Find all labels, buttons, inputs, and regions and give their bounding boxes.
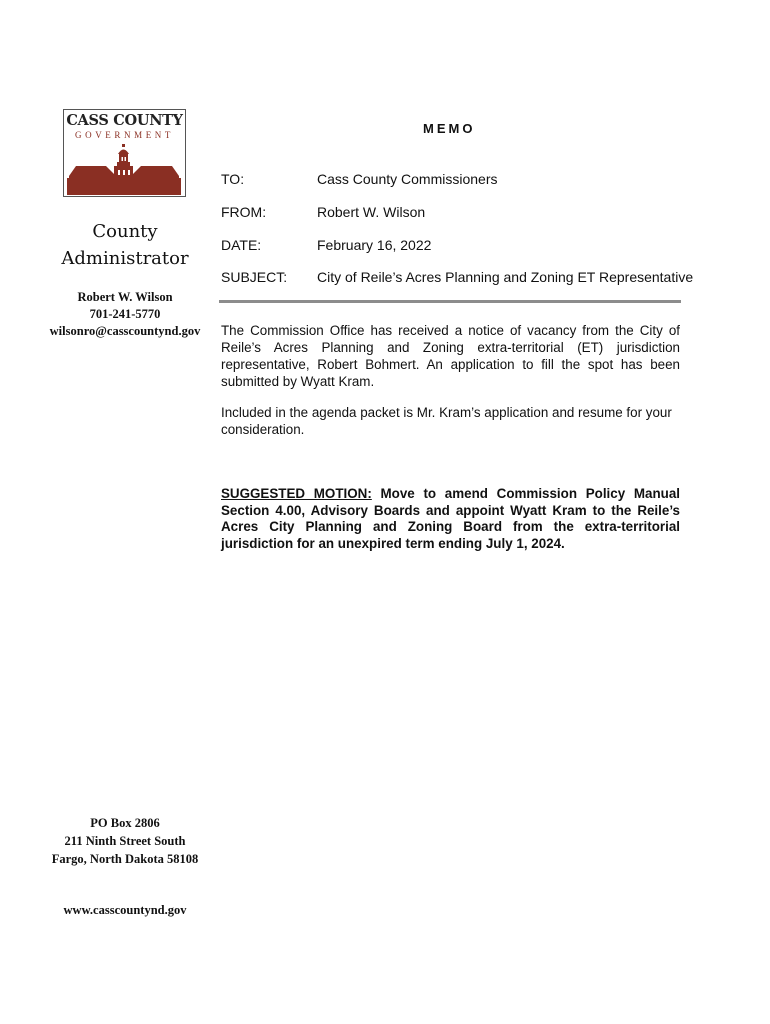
contact-phone: 701-241-5770 <box>89 307 161 321</box>
body-paragraph-agenda: Included in the agenda packet is Mr. Kram’s application and resume for your consideration. <box>221 405 672 437</box>
memo-from-value: Robert W. Wilson <box>317 204 426 220</box>
memo-date-value: February 16, 2022 <box>317 237 432 253</box>
suggested-motion-label: SUGGESTED MOTION: <box>221 486 372 501</box>
suggested-motion-text: Move to amend Commission Policy Manual Section 4.00, Advisory Boards and appoint Wyatt Kram to the Reile’s Acres City Planning and Zoning Board from the extra-territorial jurisdiction for an unexpired term ending July 1, 2024. <box>221 486 680 551</box>
memo-subject-value: City of Reile’s Acres Planning and Zoning ET Representative <box>317 269 694 285</box>
courthouse-icon <box>66 144 184 196</box>
website-link[interactable]: www.casscountynd.gov <box>63 903 187 917</box>
body-paragraph-vacancy: The Commission Office has received a notice of vacancy from the City of Reile’s Acres Planning and Zoning extra-territorial (ET) jurisdiction representative, Robert Bohmert. An application to fill the spot has been submitted by Wyatt Kram. <box>221 323 680 389</box>
memo-date-label: DATE: <box>221 237 262 253</box>
office-title-administrator: Administrator <box>61 248 189 269</box>
contact-name: Robert W. Wilson <box>77 290 173 304</box>
header-divider <box>219 300 681 303</box>
contact-email-link[interactable]: wilsonro@casscountynd.gov <box>49 324 201 338</box>
address-line-po-box: PO Box 2806 <box>90 816 160 830</box>
memo-subject-label: SUBJECT: <box>221 269 288 285</box>
suggested-motion <box>221 486 680 552</box>
address-line-city: Fargo, North Dakota 58108 <box>51 852 199 866</box>
logo-subtitle: GOVERNMENT <box>75 130 174 140</box>
office-title-county: County <box>92 221 158 242</box>
memo-to-label: TO: <box>221 171 245 187</box>
cass-county-logo <box>63 109 186 197</box>
memo-from-label: FROM: <box>221 204 267 220</box>
memo-to-value: Cass County Commissioners <box>317 171 498 187</box>
logo-title: CASS COUNTY <box>66 112 183 129</box>
memo-title: MEMO <box>423 121 476 136</box>
address-line-street: 211 Ninth Street South <box>64 834 186 848</box>
